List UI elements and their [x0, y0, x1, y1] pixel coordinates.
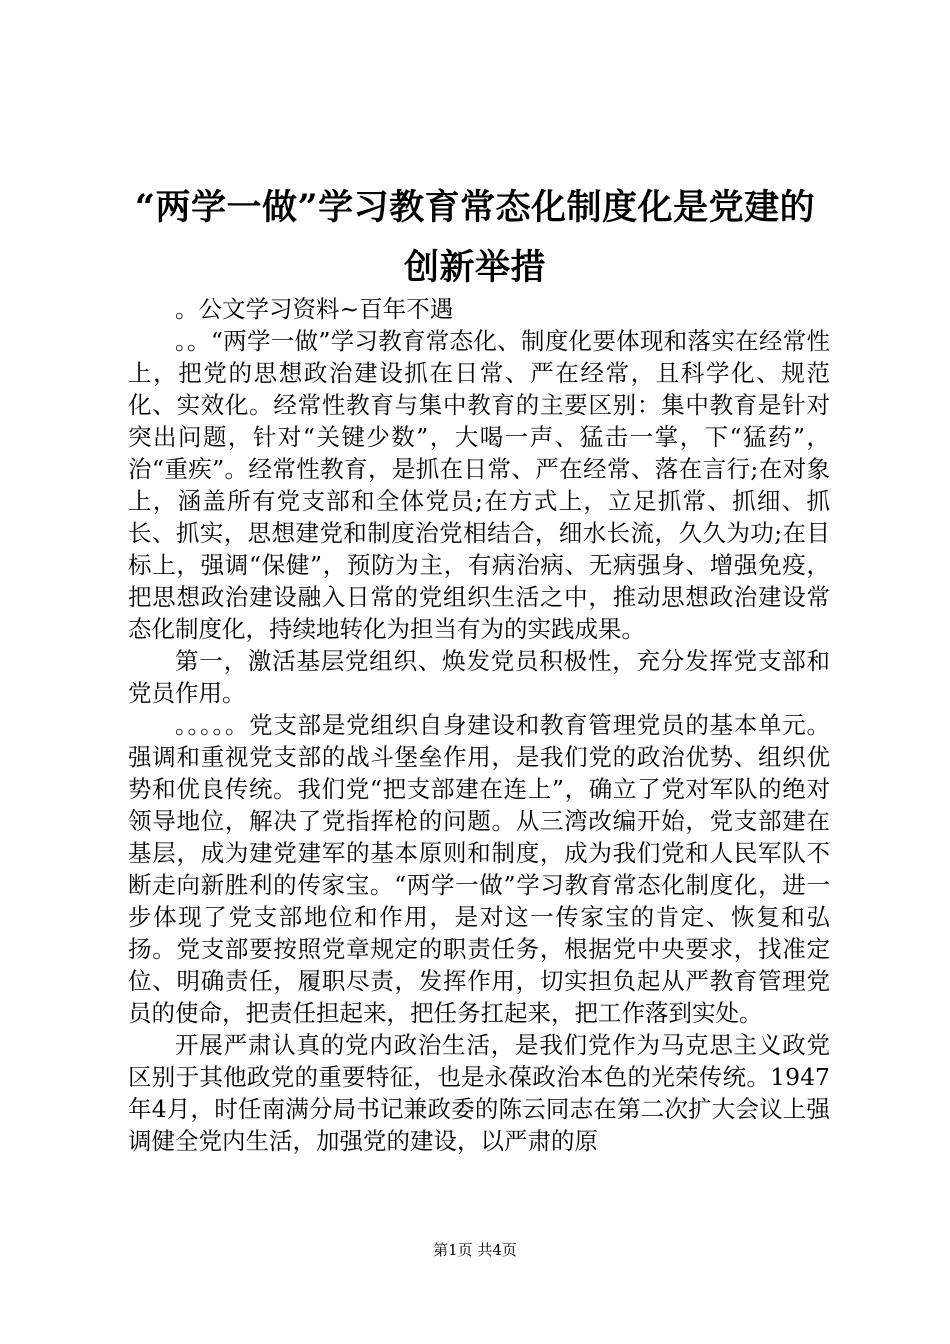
document-title-line-1: “两学一做”学习教育常态化制度化是党建的 — [134, 187, 816, 228]
paragraph-party-branch: 。。。。。党支部是党组织自身建设和教育管理党员的基本单元。强调和重视党支部的战斗堡垒作用，是我们党的政治优势、组织优势和优良传统。我们党“把支部建在连上”，确立了党对军队的绝对领导地位，解决了党指挥枪的问题。从三湾改编开始，党支部建在基层，成为建党建军的基本原则和制度，成为我们党和人民军队不断走向新胜利的传家宝。“两学一做”学习教育常态化制度化，进一步体现了党支部地位和作用，是对这一传家宝的肯定、恢复和弘扬。党支部要按照党章规定的职责任务，根据党中央要求，找准定位、明确责任，履职尽责，发挥作用，切实担负起从严教育管理党员的使命，把责任担起来，把任务扛起来，把工作落到实处。 — [128, 711, 830, 1027]
paragraph-source-note: 。公文学习资料~百年不遇 — [175, 295, 454, 323]
paragraph-first-point: 第一，激活基层党组织、焕发党员积极性，充分发挥党支部和党员作用。 — [128, 647, 830, 707]
paragraph-intro: 。。“两学一做”学习教育常态化、制度化要体现和落实在经常性上，把党的思想政治建设抓在日常、严在经常，且科学化、规范化、实效化。经常性教育与集中教育的主要区别：集中教育是针对突出问题，针对“关键少数”，大喝一声、猛击一掌，下“猛药”，治“重疾”。经常性教育，是抓在日常、严在经常、落在言行;在对象上，涵盖所有党支部和全体党员;在方式上，立足抓常、抓细、抓长、抓实，思想建党和制度治党相结合，细水长流，久久为功;在目标上，强调“保健”，预防为主，有病治病、无病强身、增强免疫，把思想政治建设融入日常的党组织生活之中，推动思想政治建设常态化制度化，持续地转化为担当有为的实践成果。 — [128, 327, 830, 643]
document-title-line-2: 创新举措 — [403, 247, 546, 288]
paragraph-political-life: 开展严肃认真的党内政治生活，是我们党作为马克思主义政党区别于其他政党的重要特征，也是永葆政治本色的光荣传统。1947年4月，时任南满分局书记兼政委的陈云同志在第二次扩大会议上强调健全党内生活，加强党的建设，以严肃的原 — [128, 1031, 830, 1155]
page-footer: 第1页 共4页 — [433, 1241, 517, 1259]
document-body — [128, 293, 830, 1157]
